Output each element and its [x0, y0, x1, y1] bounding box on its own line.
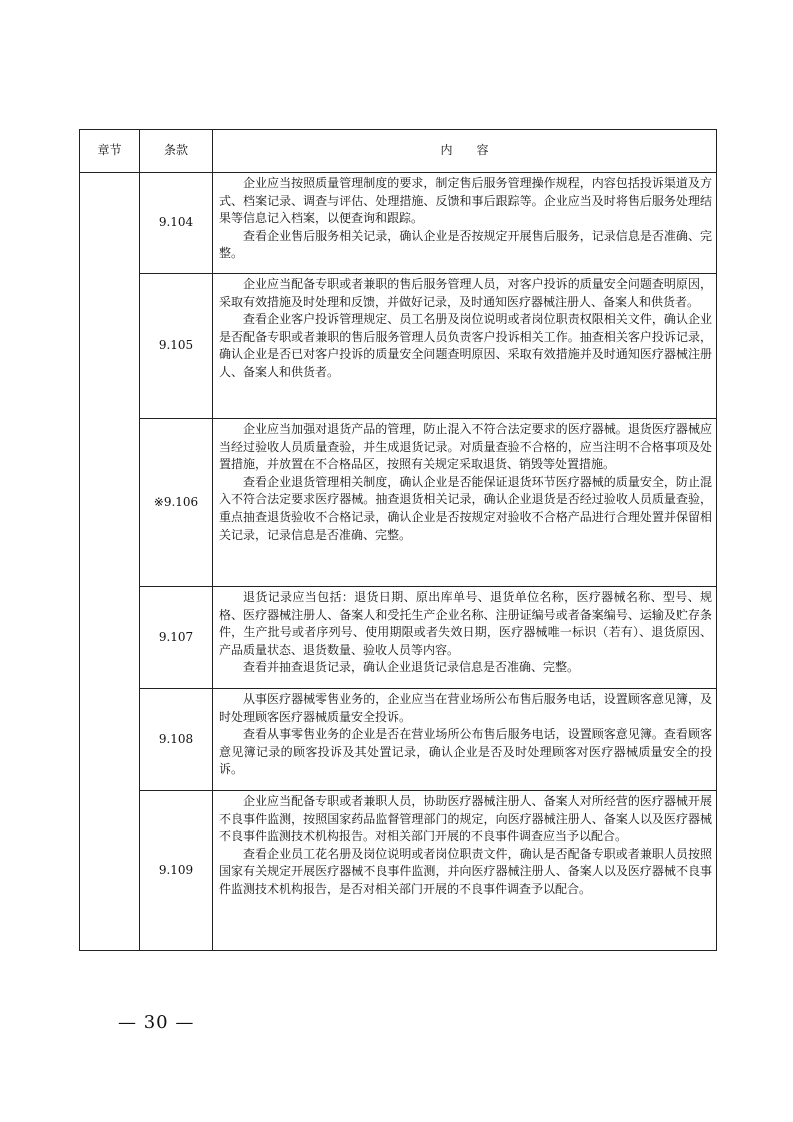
page-number: — 30 — — [118, 1012, 195, 1033]
clause-content — [213, 419, 717, 587]
clause-number: 9.105 — [140, 274, 213, 419]
clause-number: ※9.106 — [140, 419, 213, 587]
table-row — [80, 587, 717, 689]
clause-requirement: 从事医疗器械零售业务的，企业应当在营业场所公布售后服务电话，设置顾客意见簿，及时处理顾客医疗器械质量安全投诉。 — [219, 692, 712, 724]
table-header-row — [80, 130, 717, 173]
clause-number: 9.107 — [140, 587, 213, 689]
clause-number: 9.104 — [140, 173, 213, 274]
table-row — [80, 173, 717, 274]
clause-inspection: 查看企业客户投诉管理规定、员工名册及岗位说明或者岗位职责权限相关文件，确认企业是否配备专职或者兼职的售后服务管理人员负责客户投诉相关工作。抽查相关客户投诉记录，确认企业是否已对客户投诉的质量安全问题查明原因、采取有效措施并及时通知医疗器械注册人、备案人和供货者。 — [219, 312, 712, 379]
regulation-table — [79, 129, 717, 951]
clause-inspection: 查看从事零售业务的企业是否在营业场所公布售后服务电话，设置顾客意见簿。查看顾客意见簿记录的顾客投诉及其处置记录，确认企业是否及时处理顾客对医疗器械质量安全的投诉。 — [219, 727, 712, 777]
clause-requirement: 企业应当配备专职或者兼职人员，协助医疗器械注册人、备案人对所经营的医疗器械开展不良事件监测，按照国家药品监督管理部门的规定，向医疗器械注册人、备案人以及医疗器械不良事件监测技术机构报告。对相关部门开展的不良事件调查应当予以配合。 — [219, 794, 712, 844]
clause-requirement: 退货记录应当包括：退货日期、原出库单号、退货单位名称，医疗器械名称、型号、规格、医疗器械注册人、备案人和受托生产企业名称、注册证编号或者备案编号、运输及贮存条件，生产批号或者序列号、使用期限或者失效日期，医疗器械唯一标识（若有）、退货原因、产品质量状态、退货数量、验收人员等内容。 — [219, 590, 712, 657]
clause-requirement: 企业应当按照质量管理制度的要求，制定售后服务管理操作规程，内容包括投诉渠道及方式、档案记录、调查与评估、处理措施、反馈和事后跟踪等。企业应当及时将售后服务处理结果等信息记入档案，以便查询和跟踪。 — [219, 176, 712, 226]
clause-requirement: 企业应当配备专职或者兼职的售后服务管理人员，对客户投诉的质量安全问题查明原因，采取有效措施及时处理和反馈，并做好记录，及时通知医疗器械注册人、备案人和供货者。 — [219, 277, 712, 309]
clause-requirement: 企业应当加强对退货产品的管理，防止混入不符合法定要求的医疗器械。退货医疗器械应当经过验收人员质量查验，并生成退货记录。对质量查验不合格的，应当注明不合格事项及处置措施，并放置在不合格品区，按照有关规定采取退货、销毁等处置措施。 — [219, 422, 712, 472]
clause-number: 9.109 — [140, 791, 213, 951]
clause-inspection: 查看企业员工花名册及岗位说明或者岗位职责文件，确认是否配备专职或者兼职人员按照国家有关规定开展医疗器械不良事件监测，并向医疗器械注册人、备案人以及医疗器械不良事件监测技术机构报告，是否对相关部门开展的不良事件调查予以配合。 — [219, 846, 712, 896]
chapter-cell — [80, 173, 140, 951]
clause-content — [213, 274, 717, 419]
header-chapter: 章节 — [80, 130, 140, 173]
table-row — [80, 689, 717, 791]
clause-content — [213, 173, 717, 274]
clause-number: 9.108 — [140, 689, 213, 791]
clause-inspection: 查看企业退货管理相关制度，确认企业是否能保证退货环节医疗器械的质量安全，防止混入不符合法定要求医疗器械。抽查退货相关记录，确认企业退货是否经过验收人员质量查验，重点抽查退货验收不合格记录，确认企业是否按规定对验收不合格产品进行合理处置并保留相关记录，记录信息是否准确、完整。 — [219, 474, 712, 542]
clause-inspection: 查看并抽查退货记录，确认企业退货记录信息是否准确、完整。 — [243, 660, 580, 675]
table-row — [80, 791, 717, 951]
clause-content — [213, 689, 717, 791]
header-clause: 条款 — [140, 130, 213, 173]
table-row — [80, 419, 717, 587]
clause-content — [213, 587, 717, 689]
table-row — [80, 274, 717, 419]
clause-content — [213, 791, 717, 951]
header-content-label: 内容 — [440, 143, 513, 158]
clause-inspection: 查看企业售后服务相关记录，确认企业是否按规定开展售后服务，记录信息是否准确、完整。 — [219, 228, 712, 261]
header-content — [213, 130, 717, 173]
